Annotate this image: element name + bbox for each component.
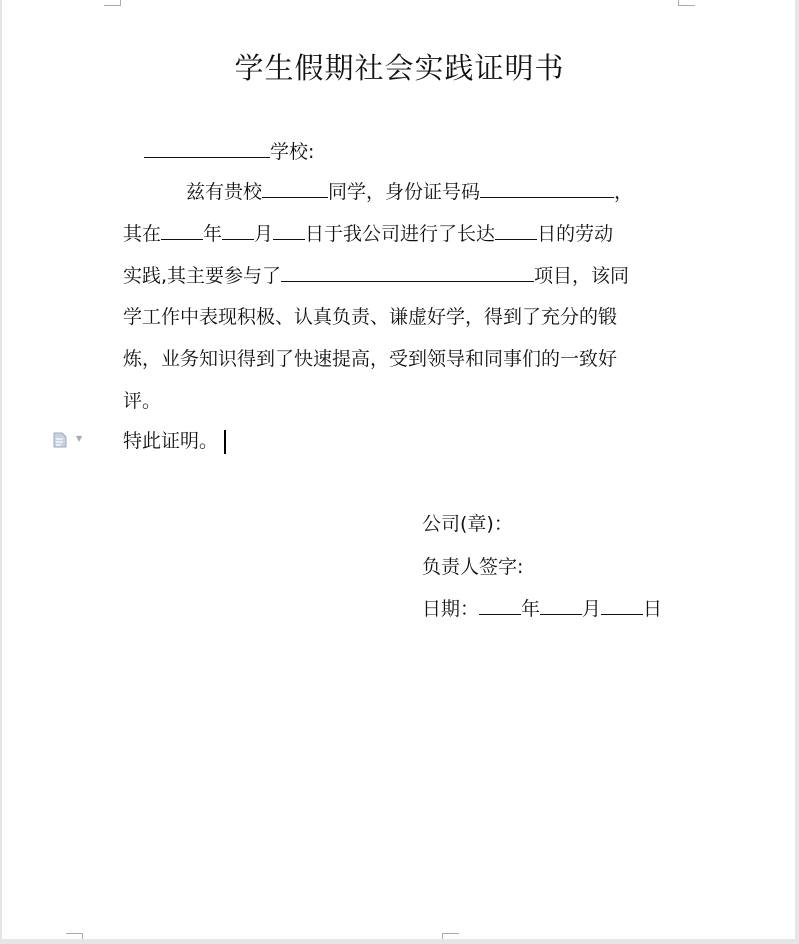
margin-corner-mark — [66, 933, 83, 939]
text: ， — [614, 181, 634, 203]
year-blank[interactable] — [161, 221, 203, 240]
body-line-2 — [123, 221, 613, 246]
day-blank[interactable] — [273, 221, 305, 240]
text-cursor — [224, 430, 226, 454]
text: 年 — [203, 223, 223, 245]
margin-corner-mark — [678, 0, 695, 6]
text: 项目，该同 — [534, 265, 630, 287]
date-line — [422, 596, 662, 621]
body-line-4: 学工作中表现积极、认真负责、谦虚好学，得到了充分的锻 — [123, 306, 618, 328]
text: 日 — [643, 598, 663, 620]
text: 其在 — [123, 223, 162, 245]
paragraph-options-icon[interactable] — [53, 432, 67, 448]
closing-line — [123, 429, 226, 454]
text: 日的劳动 — [537, 223, 614, 245]
duration-blank[interactable] — [495, 221, 537, 240]
margin-corner-mark — [442, 933, 459, 939]
text: 实践,其主要参与了 — [123, 265, 282, 287]
margin-corner-mark — [104, 0, 121, 6]
text: 日于我公司进行了长达 — [305, 223, 496, 245]
text: 月 — [254, 223, 274, 245]
text: 特此证明。 — [123, 430, 219, 452]
document-title: 学生假期社会实践证明书 — [234, 51, 565, 85]
signer-label: 负责人签字: — [422, 556, 524, 578]
school-blank[interactable] — [144, 139, 270, 158]
student-name-blank[interactable] — [262, 179, 328, 198]
body-line-6: 评。 — [123, 390, 162, 412]
id-number-blank[interactable] — [480, 179, 614, 198]
text: 兹有贵校 — [186, 181, 263, 203]
body-line-3 — [123, 263, 629, 288]
text: 月 — [582, 598, 602, 620]
sign-month-blank[interactable] — [540, 596, 582, 615]
text: 同学，身份证号码 — [328, 181, 481, 203]
month-blank[interactable] — [222, 221, 254, 240]
sign-day-blank[interactable] — [601, 596, 643, 615]
text: 年 — [521, 598, 541, 620]
sign-year-blank[interactable] — [479, 596, 521, 615]
body-line-1 — [186, 179, 633, 204]
body-line-5: 炼，业务知识得到了快速提高，受到领导和同事们的一致好 — [123, 348, 618, 370]
text: 日期： — [422, 598, 480, 620]
salutation-line — [144, 139, 314, 164]
document-page[interactable] — [2, 0, 795, 939]
dropdown-arrow-icon[interactable]: ▼ — [76, 434, 83, 443]
project-blank[interactable] — [281, 263, 534, 282]
company-seal-label: 公司(章)： — [422, 513, 513, 535]
salutation-text: 学校: — [270, 141, 315, 163]
